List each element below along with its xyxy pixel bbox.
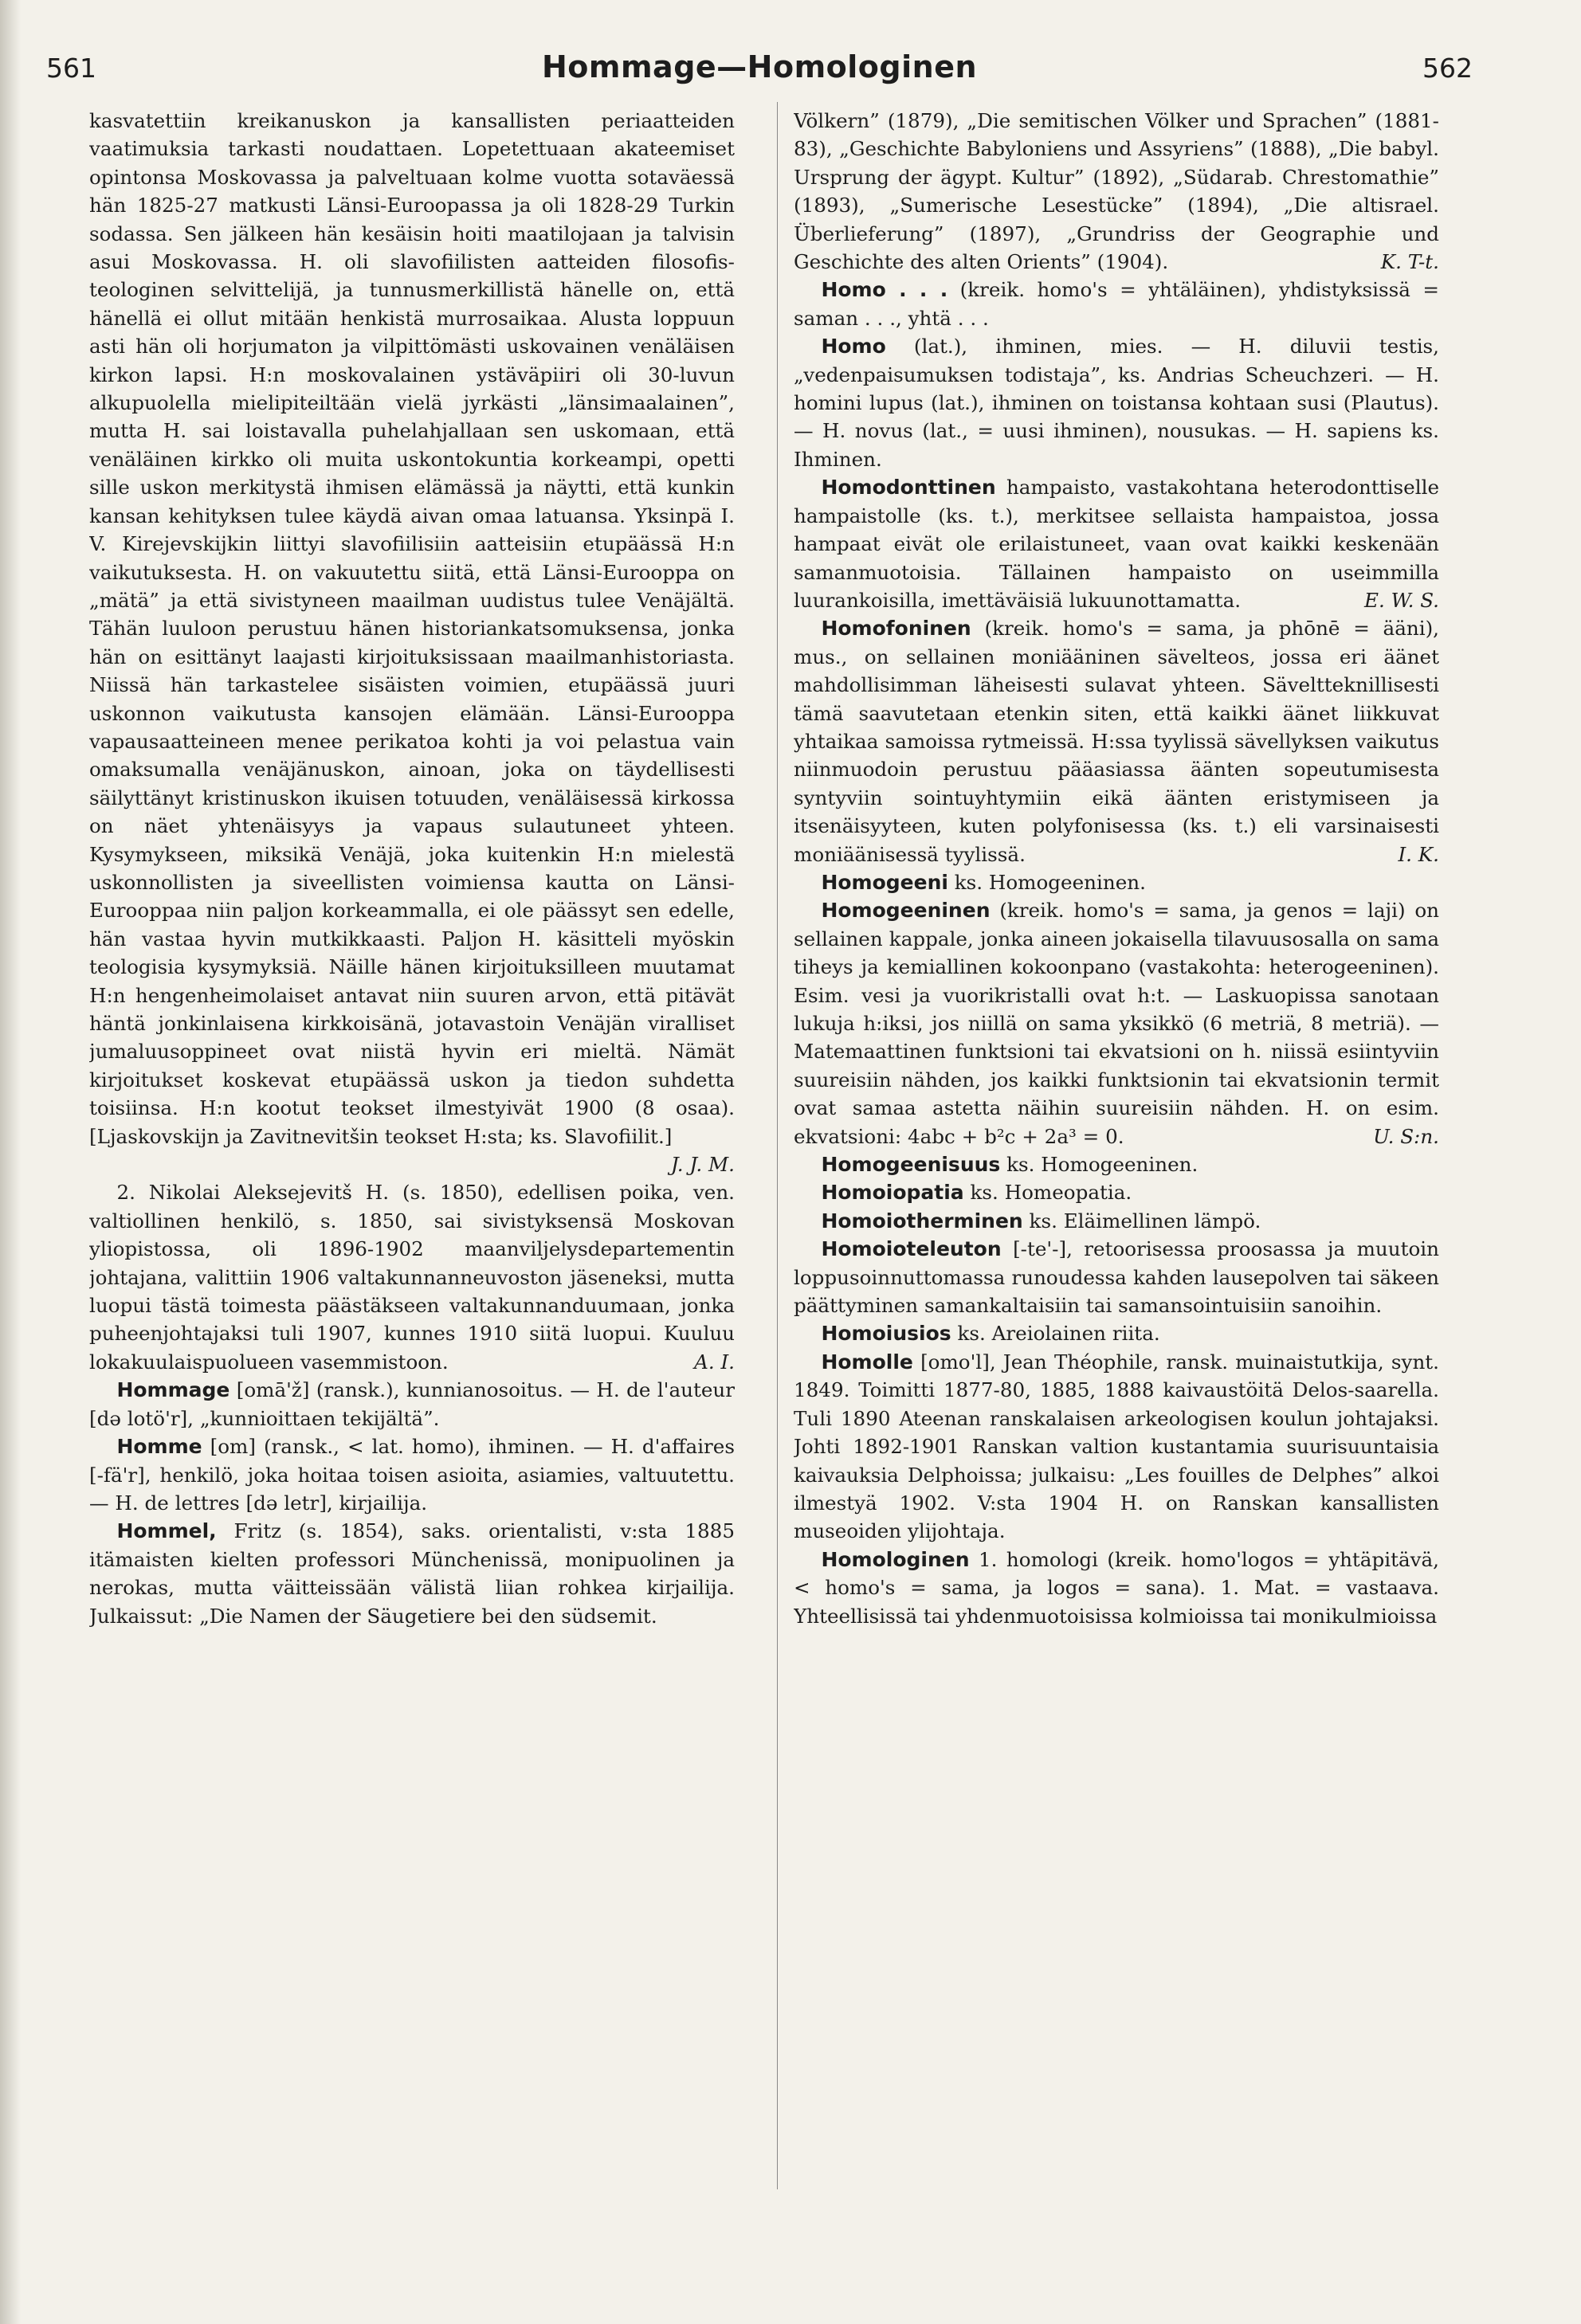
entry-text: [omā'ž] (ransk.), kunnianosoitus. — H. de l'auteur [də lotö'r], „kunnioittaen tekijältä”.: [89, 1378, 735, 1430]
dictionary-entry: [794, 1207, 1439, 1235]
right-column: [794, 107, 1439, 2186]
entry-text: [om] (ransk., < lat. homo), ihminen. — H. d'affaires [-fä'r], henkilö, joka hoitaa toisen asioita, asiamies, valtuutettu. — H. de lettres [də letr], kirjailija.: [89, 1435, 735, 1515]
author-signature: E. W. S.: [1364, 588, 1439, 612]
dictionary-entry: [794, 1546, 1439, 1630]
entry-headword: Homodonttinen: [821, 476, 996, 500]
entry-headword: Homogeeninen: [821, 899, 991, 923]
dictionary-entry: [794, 896, 1439, 1150]
entry-headword: Hommel,: [116, 1519, 217, 1543]
entry-text: Fritz (s. 1854), saks. orientalisti, v:sta 1885 itämaisten kielten professori Münchenissä, monipuolinen ja nerokas, mutta väitteissään välistä liian rohkea kirjailija. Julkaissut: „Die Namen der Säugetiere bei den südsemit.: [89, 1519, 735, 1628]
entry-text: kasvatettiin kreikanuskon ja kansallisten periaatteiden vaatimuksia tarkasti noudattaen. Lopetettuaan akateemiset opintonsa Moskovassa ja palveltuaan kolme vuotta sotaväessä hän 1825-27 matkusti Länsi-Euroopassa ja oli 1828-29 Turkin sodassa. Sen jälkeen hän kesäisin hoiti maatilojaan ja talvisin asui Moskovassa. H. oli slavofiilisten aatteiden filosofis-teologinen selvittelijä, ja tunnusmerkillistä hänelle on, että hänellä ei ollut mitään henkistä murrosaikaa. Alusta loppuun asti hän oli horjumaton ja vilpittömästi uskovainen venäläisen kirkon lapsi. H:n moskovalainen ystäväpiiri oli 30-luvun alkupuolella mielipiteiltään vielä jyrkästi „länsimaalainen”, mutta H. sai loistavalla puhelahjallaan sen uskomaan, että venäläinen kirkko oli muita uskontokuntia korkeampi, opetti sille uskon merkitystä ihmisen elämässä ja näytti, että kunkin kansan kehityksen tulee käydä aivan omaa latuansa. Yksinpä I. V. Kirejevskijkin liittyi slavofiilisiin aatteisiin etupäässä H:n vaikutuksesta. H. on vakuutettu siitä, että Länsi-Eurooppa on „mätä” ja että sivistyneen maailman uudistus tulee Venäjältä. Tähän luuloon perustuu hänen historiankatsomuksensa, jonka hän on esittänyt laajasti kirjoituksissaan maailmanhistoriasta. Niissä hän tarkastelee sisäisten voimien, etupäässä juuri uskonnon vaikutusta kansojen elämään. Länsi-Eurooppa vapausaatteineen menee perikatoa kohti ja voi pelastua vain omaksumalla venäjänuskon, ainoan, joka on täydellisesti säilyttänyt kristinuskon ikuisen totuuden, venäläisessä kirkossa on näet yhtenäisyys ja vapaus sulautuneet yhteen. Kysymykseen, miksikä Venäjä, joka kuitenkin H:n mielestä uskonnollisten ja siveellisten voimiensa kautta on Länsi-Eurooppaa niin paljon korkeammalla, ei ole päässyt sen edelle, hän vastaa hyvin mutkikkaasti. Paljon H. käsitteli myöskin teologisia kysymyksiä. Näille hänen kirjoituksilleen muutamat H:n hengenheimolaiset antavat niin suuren arvon, että pitävät häntä jonkinlaisena kirkkoisänä, jotavastoin Venäjän viralliset jumaluusoppineet ovat niistä hyvin eri mieltä. Nämät kirjoitukset koskevat etupäässä uskon ja tiedon suhdetta toisiinsa. H:n kootut teokset ilmestyivät 1900 (8 osaa). [Ljaskovskijn ja Zavitnevitšin teokset H:sta; ks. Slavofiilit.]: [89, 109, 735, 1148]
dictionary-entry: [794, 332, 1439, 473]
paragraph: [89, 1178, 735, 1376]
column-divider: [777, 102, 778, 2189]
binding-shadow: [0, 0, 21, 2324]
author-signature: J. J. M.: [670, 1153, 735, 1177]
entry-text: ks. Homeopatia.: [970, 1181, 1132, 1205]
dictionary-entry: [89, 1517, 735, 1630]
dictionary-entry: [794, 276, 1439, 332]
entry-text: (lat.), ihminen, mies. — H. diluvii testis, „vedenpaisumuksen todistaja”, ks. Andrias Scheuchzeri. — H. homini lupus (lat.), ihminen on toistansa kohtaan susi (Plautus). — H. novus (lat., = uusi ihminen), nousukas. — H. sapiens ks. Ihminen.: [794, 335, 1439, 471]
page-number-left: 561: [46, 53, 96, 84]
entry-headword: Homoiusios: [821, 1322, 951, 1346]
page-header: [46, 49, 1473, 89]
entry-text: (kreik. homo's = sama, ja genos = laji) on sellainen kappale, jonka aineen jokaisella tilavuusosalla on sama tiheys ja kemiallinen kokoonpano (vastakohta: heterogeeninen). Esim. vesi ja vuorikristalli ovat h:t. — Laskuopissa sanotaan lukuja h:iksi, jos niillä on sama yksikkö (6 metriä, 8 metriä). — Matemaattinen funktsioni tai ekvatsioni on h. niissä esiintyviin suureisiin nähden, jos kaikki funktsionin tai ekvatsionin termit ovat samaa astetta näihin suureisiin nähden. H. on esim. ekvatsioni: 4abc + b²c + 2a³ = 0.: [794, 899, 1439, 1148]
entry-text: [-te'-], retoorisessa proosassa ja muutoin loppusoinnuttomassa runoudessa kahden lausepolven tai säkeen päättyminen samankaltaisiin tai samansointuisiin sanoihin.: [794, 1237, 1439, 1318]
author-signature: K. T-t.: [1380, 250, 1439, 274]
entry-text: 2. Nikolai Aleksejevitš H. (s. 1850), edellisen poika, ven. valtiollinen henkilö, s. 1850, sai sivistyksensä Moskovan yliopistossa, oli 1896-1902 maanviljelysdepartementin johtajana, valittiin 1906 valtakunnanneuvoston jäseneksi, mutta luopui tästä toimesta päästäkseen valtakunnanduumaan, jonka puheenjohtajaksi tuli 1907, kunnes 1910 siitä luopui. Kuuluu lokakuulaispuolueen vasemmistoon.: [89, 1181, 735, 1374]
dictionary-entry: [794, 868, 1439, 896]
running-head: Hommage—Homologinen: [541, 49, 978, 84]
dictionary-entry: [794, 1319, 1439, 1347]
author-signature: A. I.: [694, 1350, 735, 1374]
entry-headword: Homolle: [821, 1350, 913, 1374]
dictionary-entry: [794, 1348, 1439, 1546]
paragraph: [89, 107, 735, 1178]
entry-text: ks. Homogeeninen.: [1006, 1153, 1198, 1177]
dictionary-entry: [794, 1150, 1439, 1178]
entry-headword: Homo . . .: [821, 278, 948, 302]
entry-text: hampaisto, vastakohtana heterodonttiselle hampaistolle (ks. t.), merkitsee sellaista hampaistoa, jossa hampaat eivät ole erilaistuneet, vaan ovat kaikki keskenään samanmuotoisia. Tällainen hampaisto on useimmilla luurankoisilla, imettäväisiä lukuunottamatta.: [794, 476, 1439, 612]
entry-text: Völkern” (1879), „Die semitischen Völker und Sprachen” (1881-83), „Geschichte Babyloniens und Assyriens” (1888), „Die babyl. Ursprung der ägypt. Kultur” (1892), „Südarab. Chrestomathie” (1893), „Sumerische Lesestücke” (1894), „Die altisrael. Überlieferung” (1897), „Grundriss der Geographie und Geschichte des alten Orients” (1904).: [794, 109, 1439, 274]
entry-headword: Homogeeni: [821, 870, 948, 894]
left-column: [89, 107, 735, 2186]
entry-text: ks. Areiolainen riita.: [957, 1322, 1160, 1346]
dictionary-entry: [794, 1235, 1439, 1319]
entry-headword: Homo: [821, 335, 886, 359]
entry-headword: Homme: [116, 1435, 202, 1459]
dictionary-entry: [794, 1178, 1439, 1206]
entry-text: ks. Homogeeninen.: [954, 870, 1146, 894]
author-signature: I. K.: [1398, 842, 1439, 866]
entry-text: 1. homologi (kreik. homo'logos = yhtäpitävä, < homo's = sama, ja logos = sana). 1. Mat. = vastaava. Yhteellisissä tai yhdenmuotoisissa kolmioissa tai monikulmioissa: [794, 1547, 1439, 1628]
entry-headword: Homologinen: [821, 1547, 970, 1571]
entry-headword: Homoiotherminen: [821, 1209, 1023, 1233]
entry-headword: Homogeenisuus: [821, 1153, 1001, 1177]
author-signature: U. S:n.: [1373, 1124, 1439, 1148]
entry-text: (kreik. homo's = sama, ja phōnē = ääni), mus., on sellainen moniääninen sävelteos, jossa eri äänet mahdollisimman läheisesti sulavat yhteen. Säveltteknillisesti tämä saavutetaan etenkin siten, että kaikki äänet liikkuvat yhtaikaa samoissa rytmeissä. H:ssa tyylissä sävellyksen vaikutus niinmuodoin perustuu pääasiassa äänten sopeutumisesta syntyviin sointuyhtymiin eikä äänten eristymiseen ja itsenäisyyteen, kuten polyfonisessa (ks. t.) eli varsinaisesti moniäänisessä tyylissä.: [794, 617, 1439, 866]
dictionary-entry: [794, 614, 1439, 868]
entry-headword: Homoiopatia: [821, 1181, 964, 1205]
entry-text: (kreik. homo's = yhtäläinen), yhdistyksissä = saman . . ., yhtä . . .: [794, 278, 1439, 330]
entry-text: ks. Eläimellinen lämpö.: [1029, 1209, 1261, 1233]
dictionary-entry: [89, 1432, 735, 1517]
entry-headword: Homofoninen: [821, 617, 971, 641]
dictionary-entry: [794, 473, 1439, 614]
page-number-right: 562: [1422, 53, 1473, 84]
entry-headword: Homoioteleuton: [821, 1237, 1002, 1261]
entry-headword: Hommage: [116, 1378, 230, 1402]
entry-text: [omo'l], Jean Théophile, ransk. muinaistutkija, synt. 1849. Toimitti 1877-80, 1885, 1888 kaivaustöitä Delos-saarella. Tuli 1890 Ateenan ranskalaisen arkeologisen koulun johtajaksi. Johti 1892-1901 Ranskan valtion kustantamia suurisuuntaisia kaivauksia Delphoissa; julkaisu: „Les fouilles de Delphes” alkoi ilmestyä 1902. V:sta 1904 H. on Ranskan kansallisten museoiden ylijohtaja.: [794, 1350, 1439, 1543]
paragraph: [794, 107, 1439, 276]
dictionary-entry: [89, 1376, 735, 1432]
